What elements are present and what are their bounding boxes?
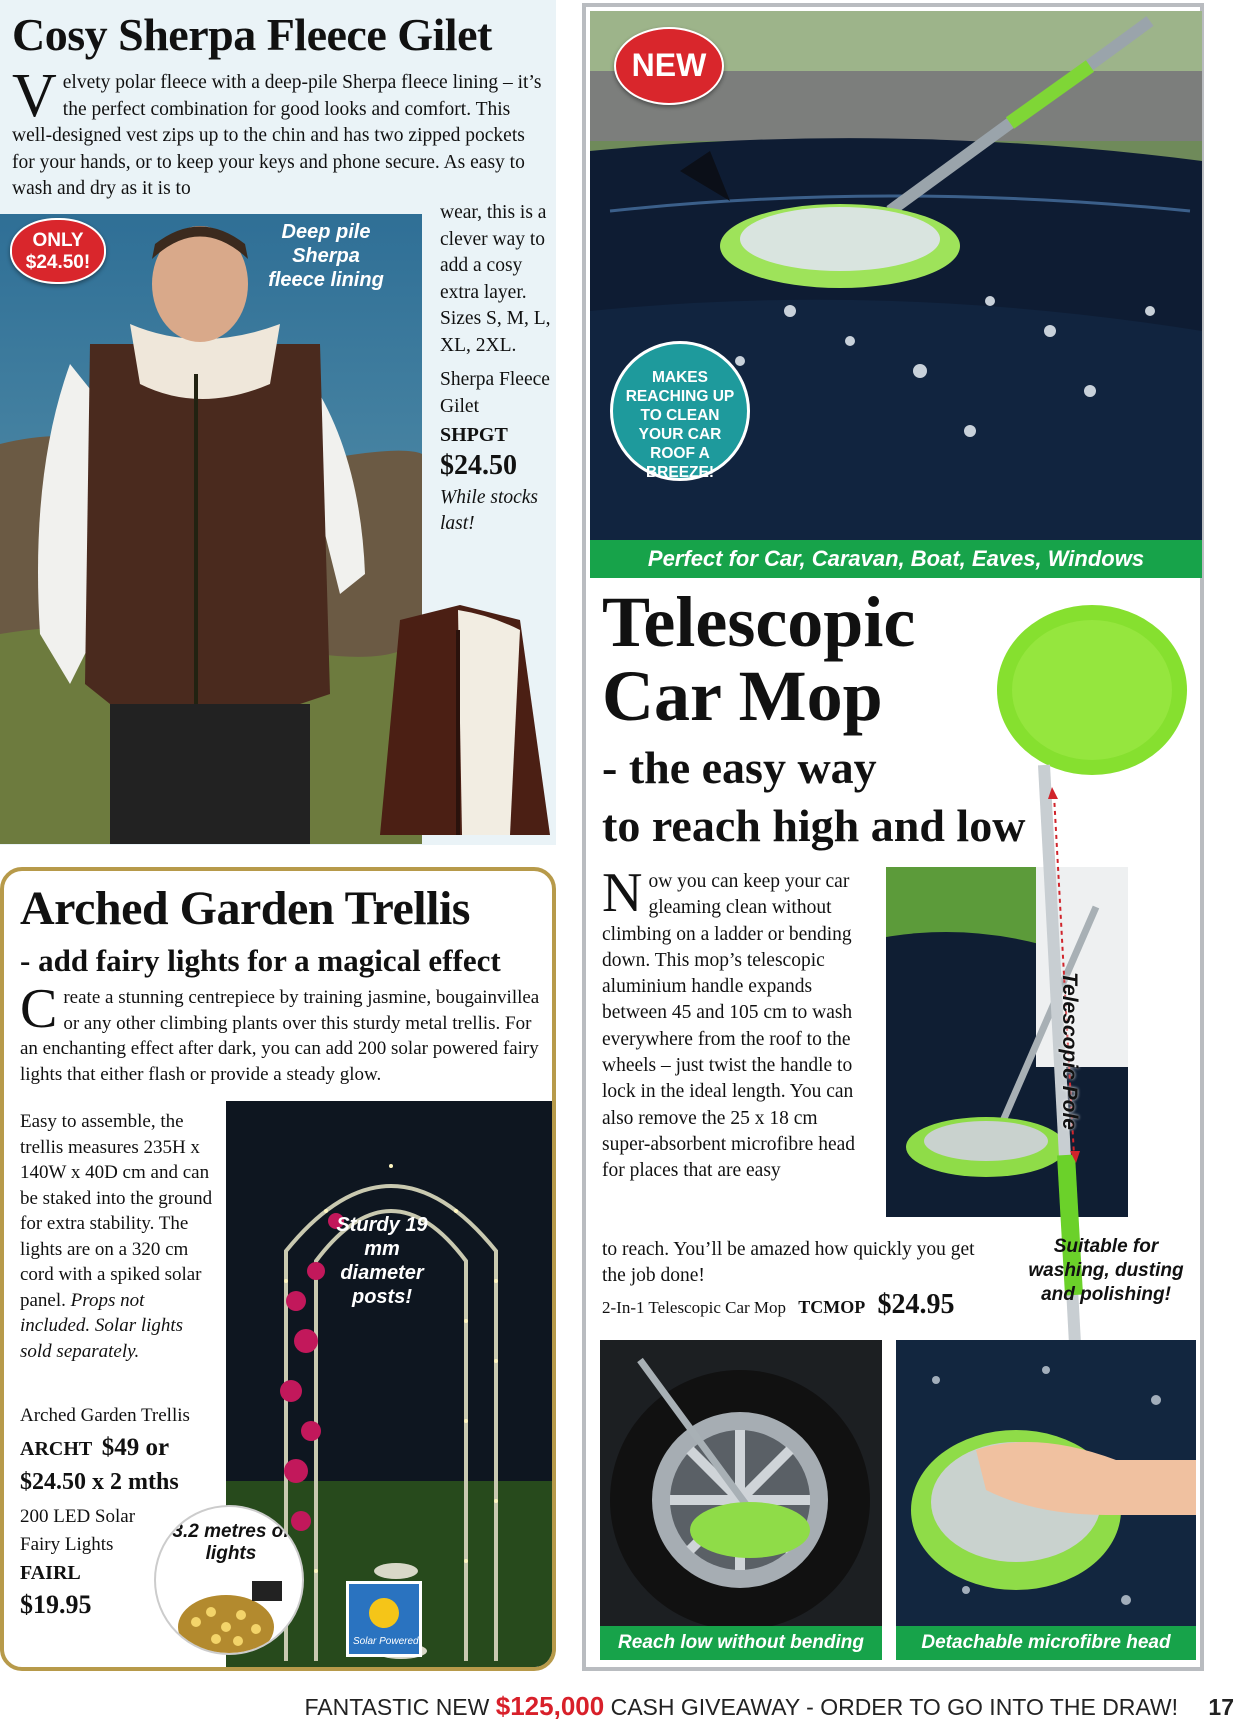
trellis-intro xyxy=(20,978,540,1087)
trellis-dropcap: C xyxy=(20,978,58,1040)
mop-title xyxy=(602,582,916,736)
mop-dropcap: N xyxy=(602,862,643,924)
mop-price: $24.95 xyxy=(877,1289,955,1320)
lights-order xyxy=(20,1503,150,1623)
mop-body-text2: to reach. You’ll be amazed how quickly you get the job done! xyxy=(602,1239,975,1287)
caption-reach-low: Reach low without bending xyxy=(600,1626,882,1660)
gilet-title: Cosy Sherpa Fleece Gilet xyxy=(12,9,492,60)
lights-price: $19.95 xyxy=(20,1590,92,1619)
mop-car-roof-photo xyxy=(590,11,1202,541)
lights-callout: 3.2 metres of lights xyxy=(172,1521,290,1564)
mop-subtitle-line1: - the easy way xyxy=(602,742,877,793)
gilet-price-badge xyxy=(10,218,106,284)
gilet-code: SHPGT xyxy=(440,424,508,446)
gilet-model-photo xyxy=(0,214,422,844)
solar-label: Solar Powered xyxy=(353,1636,419,1647)
mop-order xyxy=(602,1289,955,1321)
gilet-callout: Deep pile Sherpa fleece lining xyxy=(268,221,384,291)
gilet-panel xyxy=(0,0,556,845)
fairy-lights-circle xyxy=(154,1505,304,1655)
mop-uses-strip: Perfect for Car, Caravan, Boat, Eaves, Windows xyxy=(590,540,1202,578)
mop-body xyxy=(602,862,864,1185)
gilet-intro xyxy=(12,62,547,203)
gilet-dropcap: V xyxy=(12,62,57,130)
footer-amount: $125,000 xyxy=(495,1691,605,1721)
gilet-product-name: Sherpa Fleece Gilet xyxy=(440,369,550,417)
trellis-side-desc: Easy to assemble, the trellis measures 235H x 140W x 40D cm and can be staked into the ground for extra stability. The lights are on a 320 cm cord with a spiked solar panel. xyxy=(20,1111,213,1311)
solar-powered-icon xyxy=(346,1581,422,1657)
trellis-subtitle: - add fairy lights for a magical effect xyxy=(20,943,501,978)
trellis-price-installment: $24.50 x 2 mths xyxy=(20,1469,179,1495)
mop-wheel-photo xyxy=(600,1340,882,1660)
trellis-side-text xyxy=(20,1109,215,1364)
mop-title-line2: Car Mop xyxy=(602,656,883,736)
trellis-code: ARCHT xyxy=(20,1438,93,1460)
mop-title-line1: Telescopic xyxy=(602,582,916,662)
gilet-intro-text: elvety polar fleece with a deep-pile Sherpa fleece lining – it’s the perfect combination for good looks and comfort. This well-designed vest zips up to the chin and has two zipped pockets for your hands, or to keep your keys and phone secure. As easy to wash and dry as it is to xyxy=(12,72,542,199)
new-badge: NEW xyxy=(614,27,724,105)
sun-icon xyxy=(369,1598,399,1628)
footer-text-after: CASH GIVEAWAY - ORDER TO GO INTO THE DRAW! xyxy=(610,1694,1179,1720)
trellis-price: $49 or xyxy=(101,1434,170,1461)
trellis-callout: Sturdy 19 mm diameter posts! xyxy=(336,1214,428,1308)
trellis-order xyxy=(20,1400,220,1498)
mop-suitable-callout: Suitable for washing, dusting and polishing! xyxy=(1028,1236,1184,1305)
trellis-title: Arched Garden Trellis xyxy=(20,882,470,935)
gilet-side-desc: wear, this is a clever way to add a cosy extra layer. Sizes S, M, L, XL, 2XL. xyxy=(440,202,551,356)
reach-bubble: MAKES REACHING UP TO CLEAN YOUR CAR ROOF A BREEZE! xyxy=(610,341,750,481)
telescopic-pole-label: Telescopic Pole xyxy=(1058,972,1081,1130)
badge-line2: $24.50! xyxy=(25,252,91,273)
gilet-side-text xyxy=(440,200,555,546)
footer-text-before: FANTASTIC NEW xyxy=(304,1694,490,1720)
trellis-product-name: Arched Garden Trellis xyxy=(20,1405,190,1426)
gilet-vest-image xyxy=(370,600,556,845)
mop-subtitle-line2: to reach high and low xyxy=(602,800,1026,851)
mop-body-text: ow you can keep your car gleaming clean without climbing on a ladder or bending down. This mop’s telescopic aluminium handle expands between 45 and 105 cm to wash everywhere from the roof to the wheels – just twist the handle to lock in the ideal length. You can also remove the 25 x 18 cm super-absorbent microfibre head for places that are easy xyxy=(602,871,856,1182)
caption-detachable-head: Detachable microfibre head xyxy=(896,1626,1196,1660)
gilet-price: $24.50 xyxy=(440,449,517,481)
trellis-panel xyxy=(0,867,556,1671)
gilet-note: While stocks last! xyxy=(440,486,539,534)
fairy-lights-icon xyxy=(176,1577,286,1655)
lights-code: FAIRL xyxy=(20,1562,81,1584)
badge-line1: ONLY xyxy=(32,230,84,251)
trellis-intro-text: reate a stunning centrepiece by training jasmine, bougainvillea or any other climbing plants over this sturdy metal trellis. For an enchanting effect after dark, you can add 200 solar powered fairy lights that either flash or provide a steady glow. xyxy=(20,987,540,1085)
lights-product-name: 200 LED Solar Fairy Lights xyxy=(20,1506,136,1555)
page-number: 17 xyxy=(1208,1694,1234,1720)
trellis-side-note: Props not included. Solar lights sold separately. xyxy=(20,1289,184,1362)
mop-code: TCMOP xyxy=(798,1297,866,1317)
car-mop-panel xyxy=(582,3,1204,1671)
mop-detachable-head-photo xyxy=(896,1340,1196,1660)
page-footer xyxy=(0,1691,1250,1721)
mop-product-name: 2-In-1 Telescopic Car Mop xyxy=(602,1298,787,1317)
